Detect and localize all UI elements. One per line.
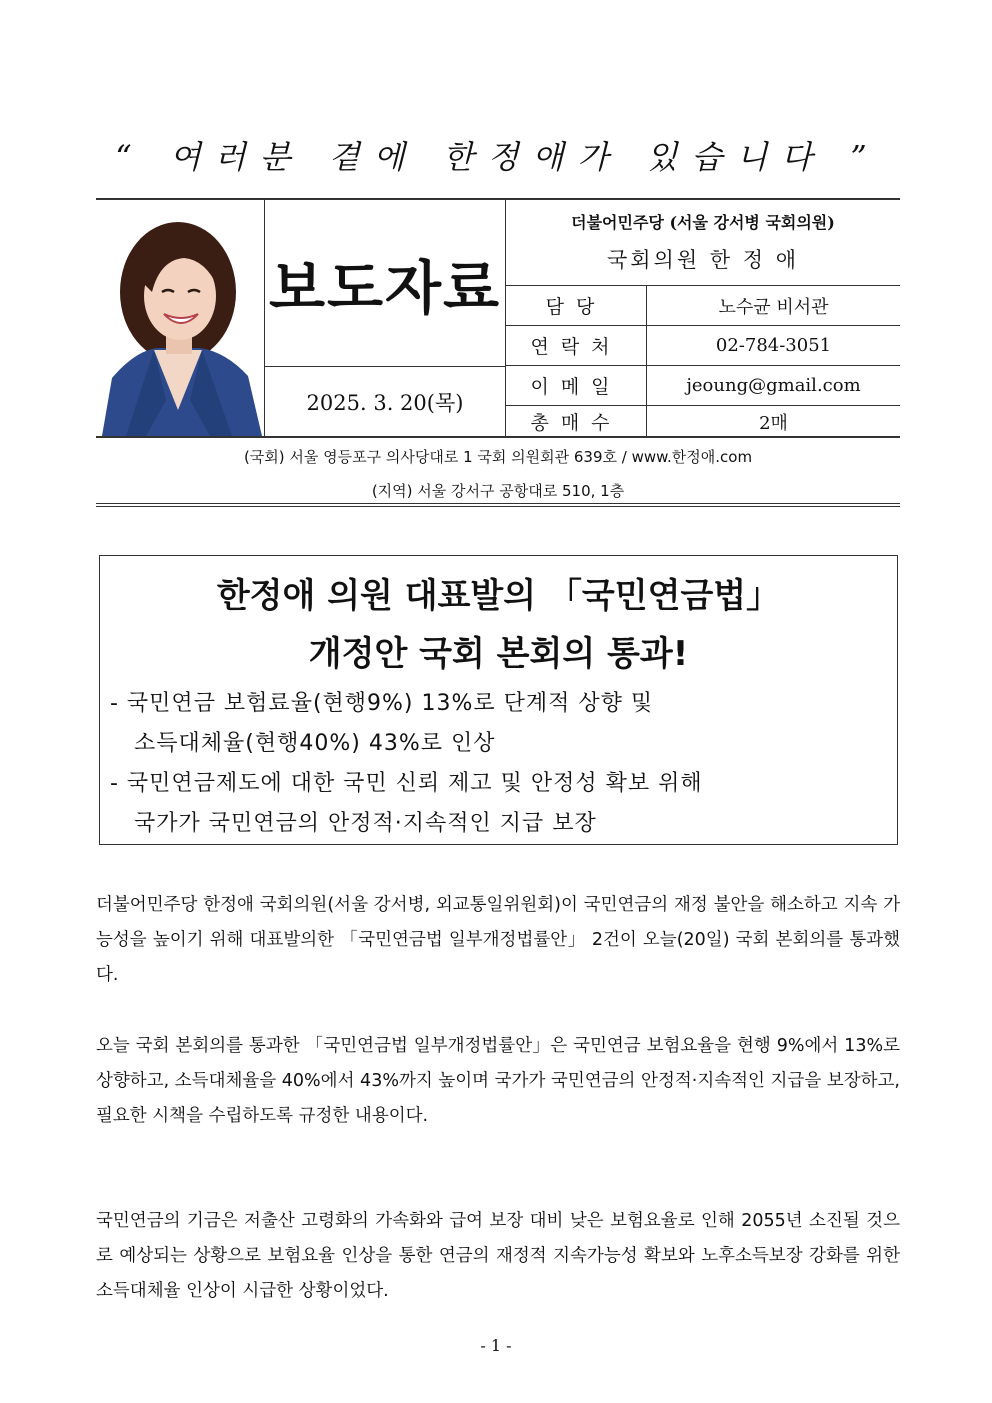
member-name: 국회의원 한 정 애: [606, 248, 800, 272]
contact-value: jeoung@gmail.com: [686, 375, 861, 396]
local-address: (지역) 서울 강서구 공항대로 510, 1층: [371, 482, 625, 500]
contact-info: [506, 200, 900, 436]
press-header: [96, 198, 900, 438]
divider: [96, 503, 900, 504]
contact-key: 담당: [506, 286, 647, 325]
summary-bullet: - 국민연금제도에 대한 국민 신뢰 제고 및 안정성 확보 위해: [110, 771, 703, 796]
doc-type-cell: [265, 200, 506, 367]
body-paragraph-1: [96, 888, 900, 993]
summary-bullet-cont: 소득대체율(현행40%) 43%로 인상: [134, 731, 496, 756]
body-paragraph-3: [96, 1204, 900, 1309]
contact-row-pages: [506, 405, 900, 437]
contact-row-phone: [506, 325, 900, 365]
summary-bullet-cont: 국가가 국민연금의 안정적·지속적인 지급 보장: [134, 811, 597, 836]
contact-row-manager: [506, 285, 900, 325]
contact-value: 2매: [759, 412, 788, 434]
page-number: - 1 -: [480, 1336, 512, 1355]
contact-key: 연락처: [506, 326, 647, 365]
body-paragraph-2: [96, 1029, 900, 1134]
national-address: (국회) 서울 영등포구 의사당대로 1 국회 의원회관 639호 / www.한정애.com: [243, 448, 753, 466]
headline-line-2: 개정안 국회 본회의 통과!: [308, 634, 689, 674]
contact-key: 총매수: [506, 406, 647, 437]
paragraph-text: 오늘 국회 본회의를 통과한 「국민연금법 일부개정법률안」은 국민연금 보험요율을 현행 9%에서 13%로 상향하고, 소득대체율을 40%에서 43%까지 높이며 국가가 국민연금의 안정적·지속적인 지급을 보장하고, 필요한 시책을 수립하도록 규정한 내용이다.: [96, 1036, 900, 1126]
contact-value: 노수균 비서관: [718, 296, 829, 318]
contact-key: 이메일: [506, 366, 647, 405]
slogan: “ 여러분 곁에 한정애가 있습니다 ”: [115, 138, 881, 176]
paragraph-text: 국민연금의 기금은 저출산 고령화의 가속화와 급여 보장 대비 낮은 보험요율로 인해 2055년 소진될 것으로 예상되는 상황으로 보험요율 인상을 통한 연금의 재정적 지속가능성 확보와 노후소득보장 강화를 위한 소득대체율 인상이 시급한 상황이었다.: [96, 1211, 900, 1301]
contact-row-email: [506, 365, 900, 405]
portrait-image: [96, 200, 264, 436]
headline-box: [99, 555, 898, 845]
headline-line-1: 한정애 의원 대표발의 「국민연금법」: [216, 576, 781, 616]
paragraph-text: 더불어민주당 한정애 국회의원(서울 강서병, 외교통일위원회)이 국민연금의 재정 불안을 해소하고 지속 가능성을 높이기 위해 대표발의한 「국민연금법 일부개정법률안」 2건이 오늘(20일) 국회 본회의를 통과했다.: [96, 895, 900, 985]
member-portrait: [96, 200, 265, 436]
divider: [96, 506, 900, 507]
doc-type-title: 보도자료: [268, 254, 502, 322]
summary-bullet: - 국민연금 보험료율(현행9%) 13%로 단계적 상향 및: [110, 691, 654, 716]
party-affiliation: 더불어민주당 (서울 강서병 국회의원): [571, 213, 835, 232]
divider: [96, 437, 900, 438]
release-date: 2025. 3. 20(목): [265, 367, 506, 436]
contact-value: 02-784-3051: [715, 335, 832, 356]
